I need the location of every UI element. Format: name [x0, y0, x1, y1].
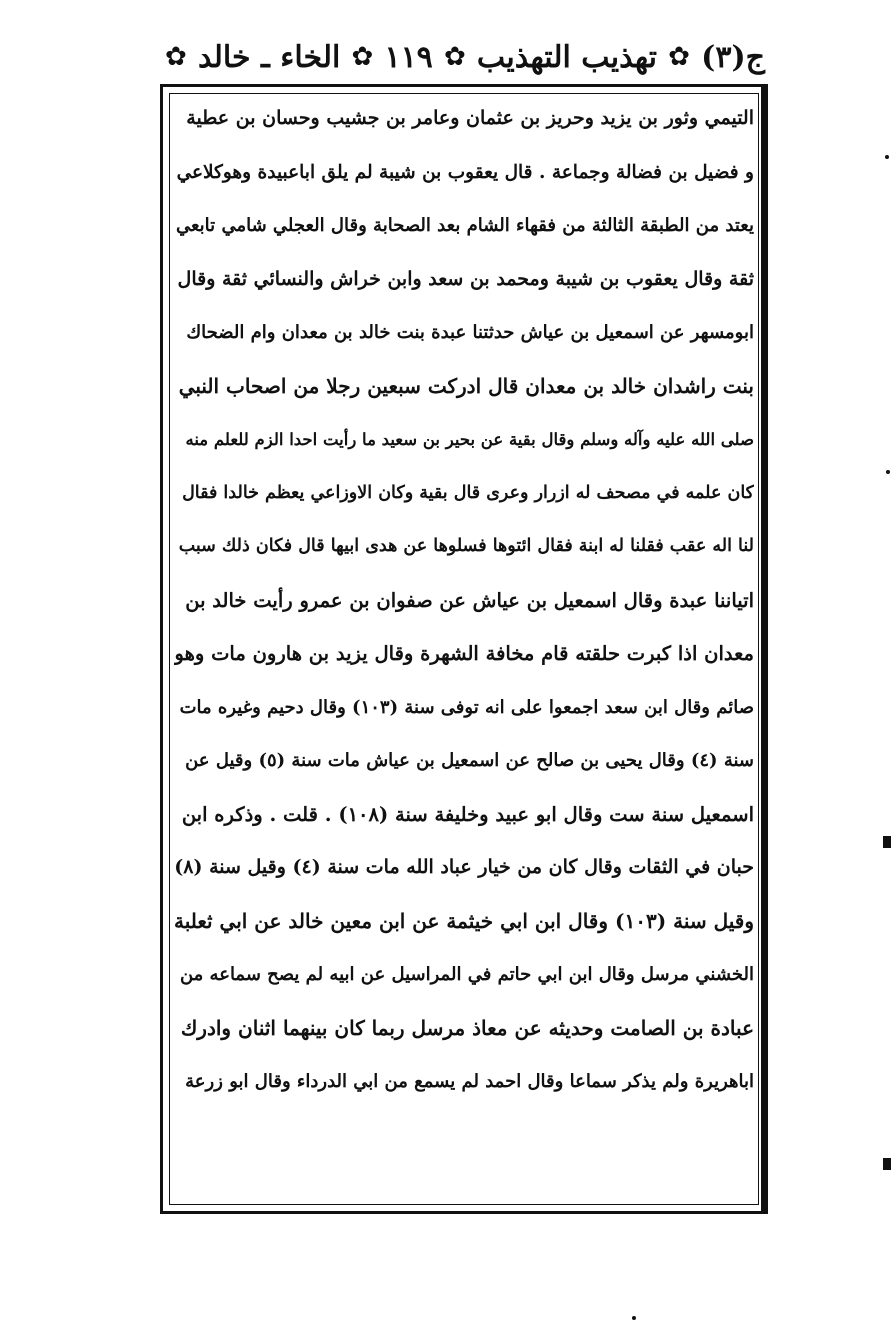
- text-line: الخشني مرسل وقال ابن ابي حاتم في المراسيل عن ابيه لم يصح سماعه من: [179, 964, 754, 985]
- ornament-icon: ✿: [668, 42, 690, 72]
- text-line: بنت راشدان خالد بن معدان قال ادركت سبعين رجلا من اصحاب النبي: [178, 373, 754, 398]
- page-number: ١١٩: [384, 39, 433, 75]
- section-title: الخاء ـ خالد: [198, 39, 341, 75]
- text-line: صائم وقال ابن سعد اجمعوا على انه توفى سنة (١٠٣) وقال دحيم وغيره مات: [179, 696, 754, 718]
- ornament-icon: ✿: [351, 42, 374, 72]
- ornament-icon: ✿: [443, 42, 466, 72]
- scan-dot: [632, 1316, 636, 1320]
- text-line: حبان في الثقات وقال كان من خيار عباد الله مات سنة (٤) وقيل سنة (٨): [174, 856, 754, 878]
- scan-dot: [886, 470, 890, 474]
- scan-mark: [883, 1158, 891, 1170]
- text-line: اباهريرة ولم يذكر سماعا وقال احمد لم يسمع من ابي الدرداء وقال ابو زرعة: [185, 1071, 754, 1092]
- text-line: كان علمه في مصحف له ازرار وعرى قال بقية وكان الاوزاعي يعظم خالدا فقال: [182, 482, 754, 503]
- text-line: يعتد من الطبقة الثالثة من فقهاء الشام بعد الصحابة وقال العجلي شامي تابعي: [175, 215, 754, 236]
- body-text: [174, 92, 754, 1109]
- scan-dot: [885, 155, 889, 159]
- scan-mark: [883, 836, 891, 848]
- running-header: [165, 32, 765, 82]
- text-line: لنا اله عقب فقلنا له ابنة فقال ائتوها فسلوها عن هدى ابيها قال فكان ذلك سبب: [178, 536, 754, 556]
- text-line: التيمي وثور بن يزيد وحريز بن عثمان وعامر بن جشيب وحسان بن عطية: [186, 107, 754, 129]
- text-line: اتياننا عبدة وقال اسمعيل بن عياش عن صفوان بن عمرو رأيت خالد بن: [185, 588, 754, 612]
- text-line: صلى الله عليه وآله وسلم وقال بقية عن بحير بن سعيد ما رأيت احدا الزم للعلم منه: [185, 430, 754, 449]
- text-line: وقيل سنة (١٠٣) وقال ابن ابي خيثمة عن ابن معين خالد عن ابي ثعلبة: [174, 908, 754, 933]
- text-line: اسمعيل سنة ست وقال ابو عبيد وخليفة سنة (١٠٨) . قلت . وذكره ابن: [181, 802, 754, 826]
- book-title: تهذيب التهذيب: [476, 39, 657, 75]
- ornament-icon: ✿: [165, 42, 187, 72]
- text-line: ابومسهر عن اسمعيل بن عياش حدثتنا عبدة بنت خالد بن معدان وام الضحاك: [186, 322, 754, 343]
- text-line: معدان اذا كبرت حلقته قام مخافة الشهرة وقال يزيد بن هارون مات وهو: [174, 642, 754, 665]
- volume-number: ج(٣): [701, 39, 765, 75]
- text-line: و فضيل بن فضالة وجماعة . قال يعقوب بن شيبة لم يلق اباعبيدة وهوكلاعي: [176, 161, 754, 183]
- frame-right-edge: [761, 84, 768, 1214]
- text-line: سنة (٤) وقال يحيى بن صالح عن اسمعيل بن عياش مات سنة (٥) وقيل عن: [185, 750, 754, 771]
- text-line: ثقة وقال يعقوب بن شيبة ومحمد بن سعد وابن خراش والنسائي ثقة وقال: [177, 267, 754, 290]
- text-line: عبادة بن الصامت وحديثه عن معاذ مرسل ربما كان بينهما اثنان وادرك: [180, 1015, 754, 1040]
